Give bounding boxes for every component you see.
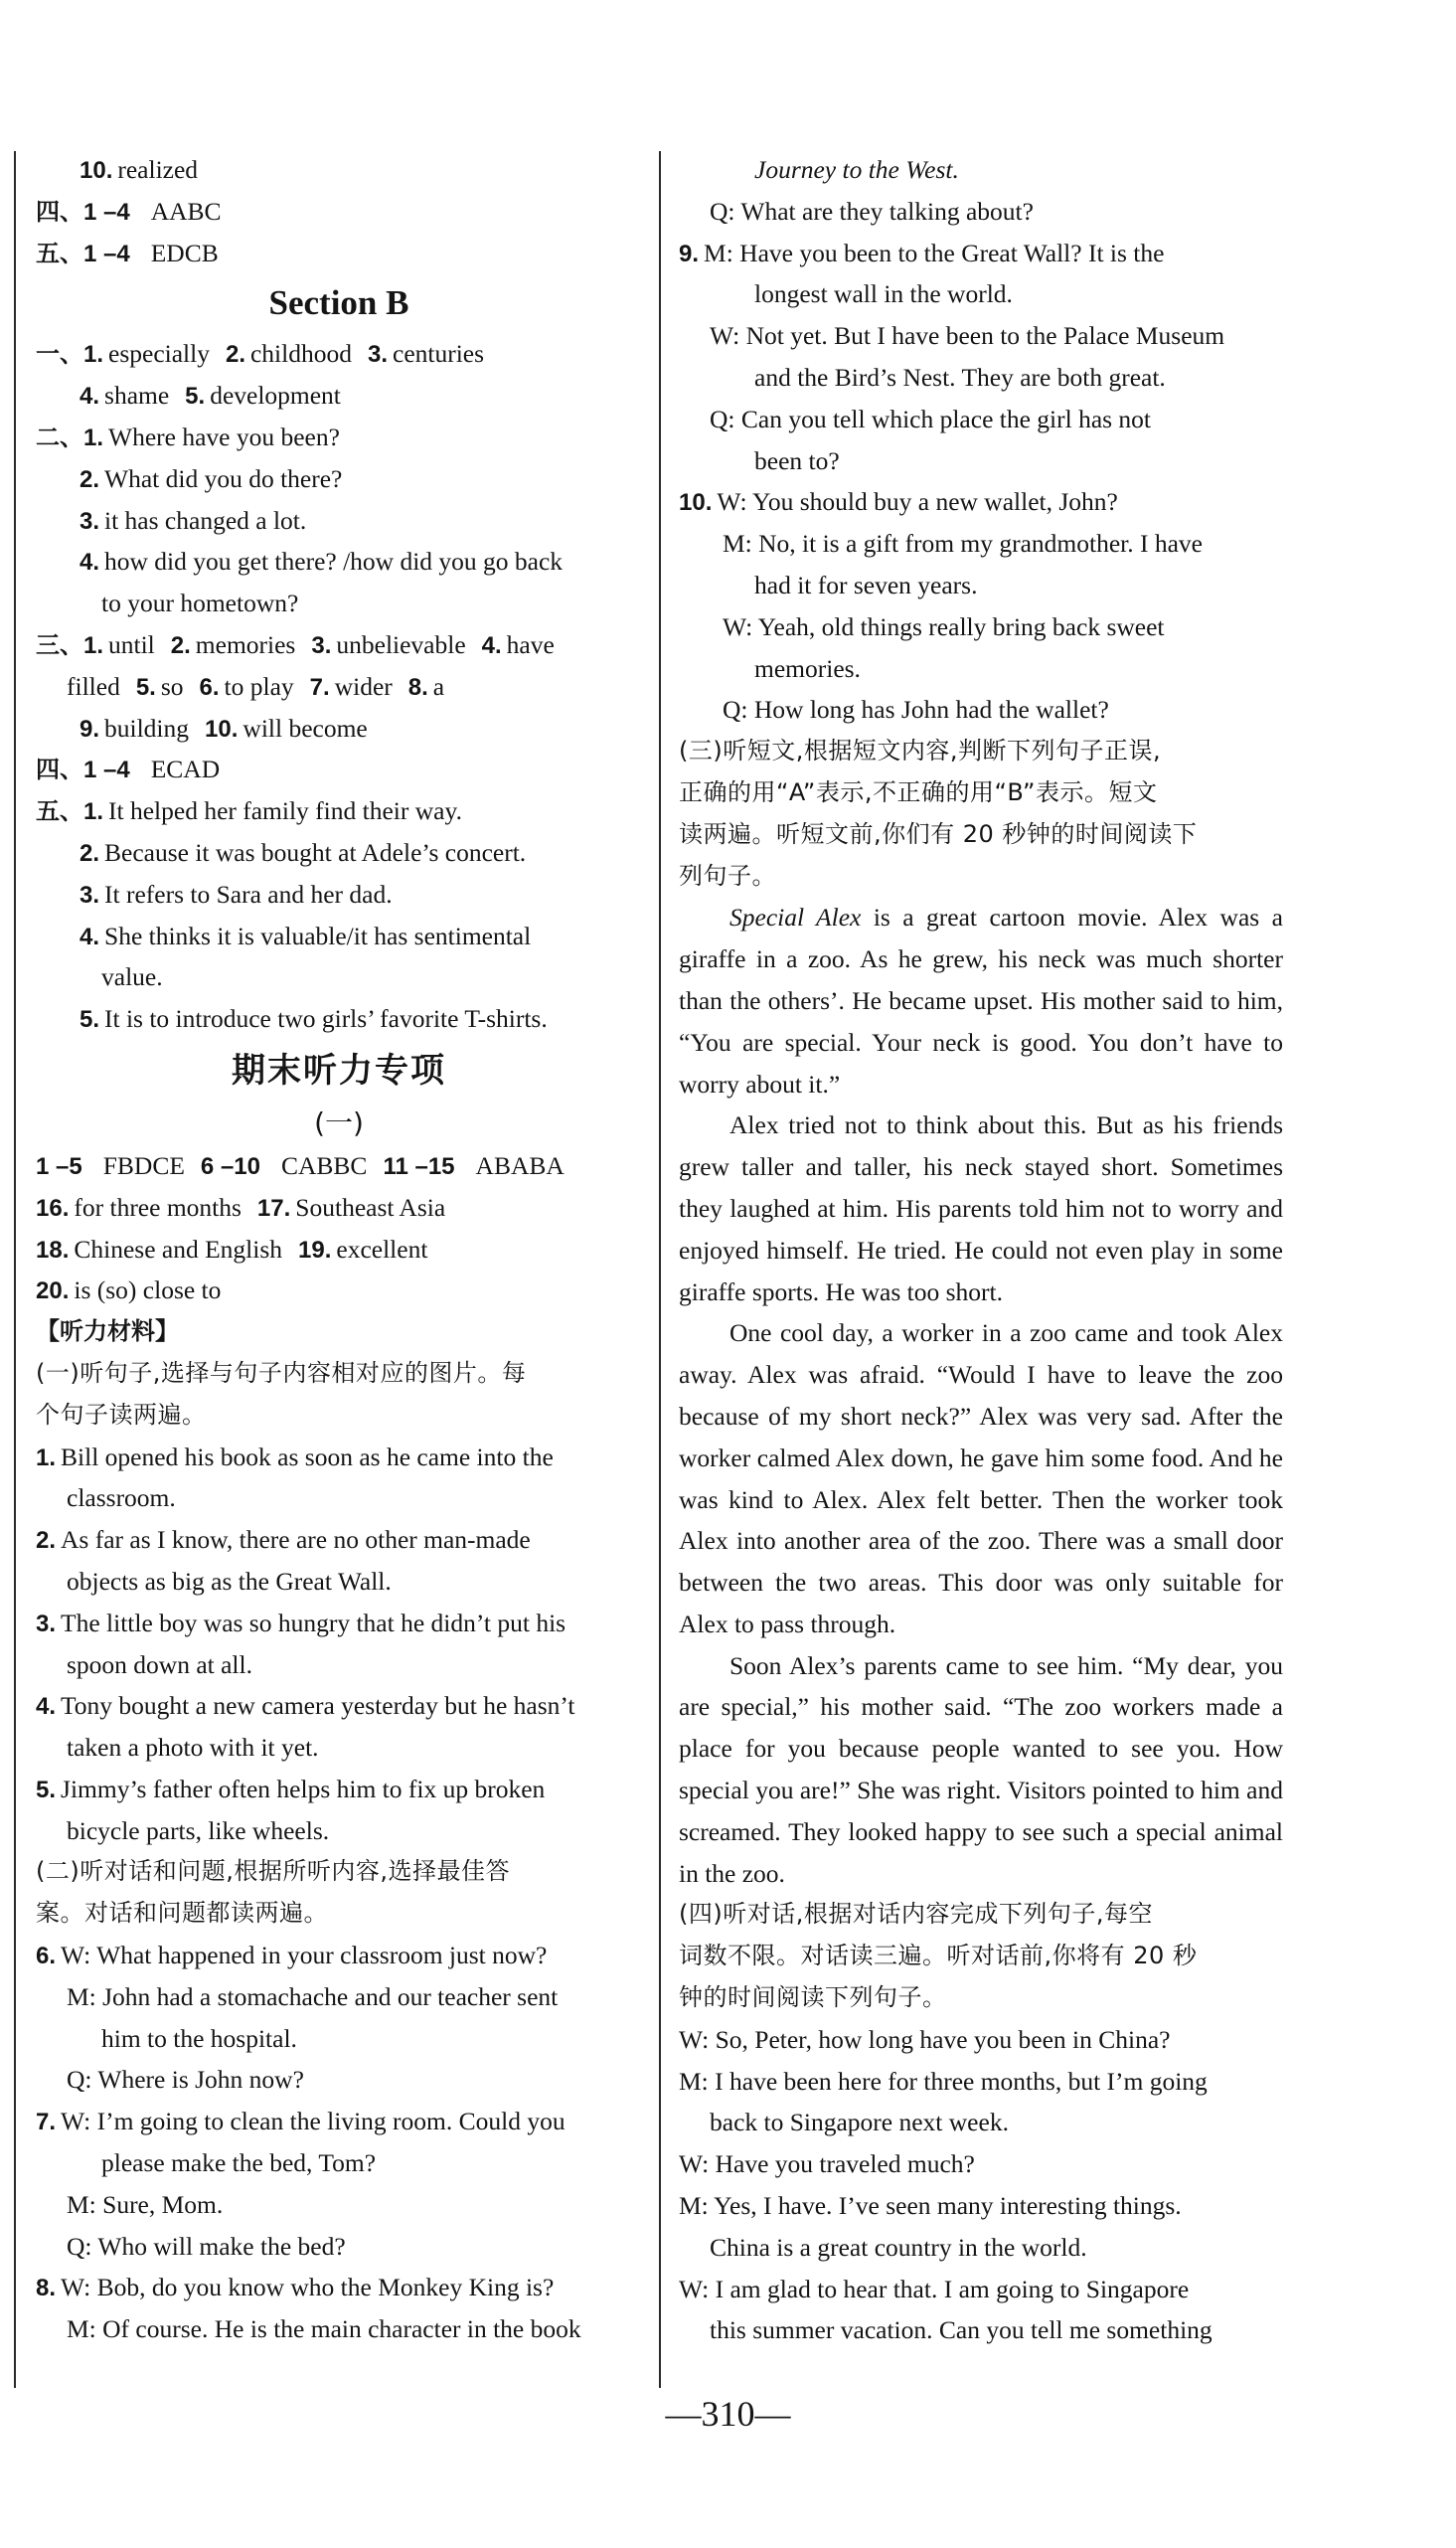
answer-line: 2. What did you do there? — [80, 463, 343, 493]
script-line: objects as big as the Great Wall. — [67, 1566, 392, 1596]
answer-line: 20. is (so) close to — [36, 1275, 222, 1305]
script-line: taken a photo with it yet. — [67, 1733, 319, 1763]
passage-paragraph: Soon Alex’s parents came to see him. “My dear, you are special,” his mother said. “The zoo workers made a place for you because people wanted to see you. How special you are!” She was right. Visitors pointed to him and screamed. They looked happy to see such a special animal in the zoo. — [679, 1650, 1283, 1888]
page-number: —310— — [665, 2394, 791, 2434]
script-line: 9. M: Have you been to the Great Wall? It is the — [679, 238, 1165, 267]
part-one-heading: (一) — [314, 1105, 364, 1139]
script-line: bicycle parts, like wheels. — [67, 1815, 330, 1845]
passage-paragraph: One cool day, a worker in a zoo came and took Alex away. Alex was afraid. “Would I have to leave the zoo because of my short neck?” Alex was very sad. After the worker calmed Alex down, he gave him some food. And he was kind to Alex. Alex felt better. Then the worker took Alex into another area of the zoo. There was a small door between the two areas. This door was only suitable for Alex to pass through. — [679, 1318, 1283, 1638]
answer-line: value. — [101, 962, 163, 992]
answer-line: 1 –5 FBDCE 6 –10 CABBC 11 –15 ABABA — [36, 1150, 565, 1180]
answer-line: 二、1. Where have you been? — [36, 422, 340, 451]
script-line: M: Of course. He is the main character in the book — [67, 2314, 581, 2344]
script-line: 4. Tony bought a new camera yesterday but he hasn’t — [36, 1691, 575, 1721]
script-line: M: John had a stomachache and our teacher sent — [67, 1981, 559, 2011]
script-line: 1. Bill opened his book as soon as he came into the — [36, 1442, 554, 1471]
script-line: 2. As far as I know, there are no other man-made — [36, 1525, 531, 1555]
script-line: M: Sure, Mom. — [67, 2189, 224, 2219]
center-column-rule — [659, 151, 661, 2388]
script-line: and the Bird’s Nest. They are both great. — [754, 362, 1166, 392]
answer-line: 2. Because it was bought at Adele’s concert. — [80, 837, 527, 867]
answer-line: 16. for three months 17. Southeast Asia — [36, 1192, 446, 1222]
right-column — [679, 149, 1283, 2351]
left-column — [36, 149, 642, 2350]
script-line: Q: Can you tell which place the girl has not — [710, 404, 1152, 433]
section-instructions: 读两遍。听短文前,你们有 20 秒钟的时间阅读下 — [679, 819, 1198, 848]
script-line: W: Yeah, old things really bring back sweet — [723, 611, 1165, 641]
script-line: 5. Jimmy’s father often helps him to fix up broken — [36, 1774, 546, 1803]
section-instructions: 钟的时间阅读下列句子。 — [679, 1983, 947, 2012]
script-line: please make the bed, Tom? — [101, 2148, 377, 2178]
section-instructions: 词数不限。对话读三遍。听对话前,你将有 20 秒 — [679, 1942, 1198, 1970]
answer-line: 五、1. It helped her family find their way. — [36, 796, 462, 826]
script-line: 7. W: I’m going to clean the living room. Could you — [36, 2107, 566, 2136]
script-line: Q: Where is John now? — [67, 2065, 304, 2095]
answer-line: 4. how did you get there? /how did you go back — [80, 547, 564, 577]
script-line: longest wall in the world. — [754, 279, 1013, 309]
listening-materials-label: 【听力材料】 — [36, 1317, 179, 1346]
answer-line: 4. She thinks it is valuable/it has sentimental — [80, 921, 532, 950]
answer-line: 一、1. especially 2. childhood 3. centuries — [36, 339, 485, 369]
answer-line: 4. shame 5. development — [80, 381, 341, 411]
script-line: memories. — [754, 653, 861, 683]
answer-line: 3. it has changed a lot. — [80, 505, 307, 535]
script-line: 10. W: You should buy a new wallet, John? — [679, 487, 1118, 517]
script-line: W: Have you traveled much? — [679, 2149, 975, 2179]
script-line: Journey to the West. — [754, 155, 959, 184]
answer-line: to your hometown? — [101, 589, 299, 618]
script-line: 8. W: Bob, do you know who the Monkey King is? — [36, 2273, 555, 2302]
section-instructions: 案。对话和问题都读两遍。 — [36, 1899, 328, 1928]
section-instructions: (三)听短文,根据短文内容,判断下列句子正误, — [679, 737, 1162, 765]
script-line: 3. The little boy was so hungry that he didn’t put his — [36, 1608, 566, 1637]
script-line: M: No, it is a gift from my grandmother. I have — [723, 529, 1203, 559]
answer-line: 三、1. until 2. memories 3. unbelievable 4. have — [36, 629, 555, 659]
section-instructions: 正确的用“A”表示,不正确的用“B”表示。短文 — [679, 777, 1158, 806]
section-instructions: (一)听句子,选择与句子内容相对应的图片。每 — [36, 1358, 527, 1387]
script-line: this summer vacation. Can you tell me something — [710, 2315, 1213, 2345]
script-line: China is a great country in the world. — [710, 2232, 1087, 2262]
passage-paragraph: Special Alex is a great cartoon movie. Alex was a giraffe in a zoo. As he grew, his neck was much shorter than the others’. He became upset. His mother said to him, “You are special. Your neck is good. You don’t have to worry about it.” — [679, 903, 1283, 1099]
section-instructions: 列句子。 — [679, 861, 776, 890]
script-line: 6. W: What happened in your classroom just now? — [36, 1941, 548, 1970]
section-instructions: (四)听对话,根据对话内容完成下列句子,每空 — [679, 1900, 1153, 1929]
script-line: spoon down at all. — [67, 1649, 252, 1679]
script-line: him to the hospital. — [101, 2023, 297, 2053]
left-column-rule — [14, 151, 16, 2388]
section-instructions: (二)听对话和问题,根据所听内容,选择最佳答 — [36, 1857, 510, 1886]
script-line: been to? — [754, 445, 840, 475]
answer-line: 四、1 –4 AABC — [36, 196, 222, 226]
script-line: back to Singapore next week. — [710, 2108, 1009, 2137]
script-line: M: Yes, I have. I’ve seen many interesting things. — [679, 2191, 1182, 2221]
answer-line: 5. It is to introduce two girls’ favorite T-shirts. — [80, 1004, 548, 1034]
passage-paragraph: Alex tried not to think about this. But as his friends grew taller and taller, his neck stayed short. Sometimes they laughed at him. His parents told him not to worry and enjoyed himself. He tried. He could not even play in some giraffe sports. He was too short. — [679, 1110, 1283, 1306]
script-line: Q: What are they talking about? — [710, 196, 1034, 226]
answer-line: 10. realized — [80, 155, 199, 184]
section-b-heading: Section B — [268, 283, 409, 323]
answer-line: 3. It refers to Sara and her dad. — [80, 879, 393, 909]
answer-line: filled 5. so 6. to play 7. wider 8. a — [67, 671, 445, 701]
answer-line: 五、1 –4 EDCB — [36, 238, 219, 267]
section-instructions: 个句子读两遍。 — [36, 1400, 207, 1429]
script-line: W: Not yet. But I have been to the Palace Museum — [710, 321, 1225, 351]
final-listening-heading: 期末听力专项 — [232, 1050, 446, 1091]
script-line: classroom. — [67, 1483, 176, 1513]
script-line: W: I am glad to hear that. I am going to Singapore — [679, 2274, 1190, 2303]
answer-line: 9. building 10. will become — [80, 713, 368, 743]
script-line: Q: How long has John had the wallet? — [723, 695, 1109, 725]
answer-line: 四、1 –4 ECAD — [36, 755, 221, 784]
script-line: M: I have been here for three months, but I’m going — [679, 2066, 1208, 2096]
script-line: Q: Who will make the bed? — [67, 2231, 346, 2261]
answer-line: 18. Chinese and English 19. excellent — [36, 1234, 428, 1264]
script-line: had it for seven years. — [754, 570, 978, 599]
script-line: W: So, Peter, how long have you been in China? — [679, 2024, 1171, 2054]
